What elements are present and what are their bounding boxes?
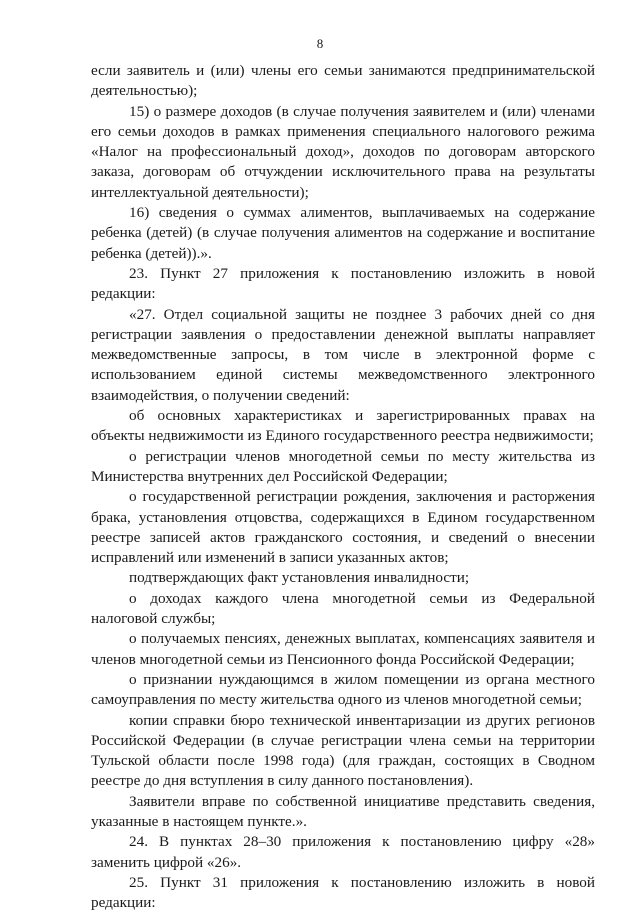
paragraph-item-15: 15) о размере доходов (в случае получения заявителем и (или) членами его семьи доходов в рамках применения специального налогового режима «Налог на профессиональный доход», доходов по договорам авторского заказа, договорам об отчуждении исключительного права на результаты интеллектуальной деятельности); <box>91 102 595 201</box>
page-number: 8 <box>316 36 324 51</box>
paragraph-own-initiative: Заявители вправе по собственной инициативе представить сведения, указанные в настоящем пункте.». <box>91 792 595 830</box>
paragraph-housing-need: о признании нуждающимся в жилом помещении из органа местного самоуправления по месту жительства одного из членов многодетной семьи; <box>91 670 595 709</box>
paragraph-continuation: если заявитель и (или) члены его семьи занимаются предпринимательской деятельностью); <box>91 62 595 100</box>
paragraph-income: о доходах каждого члена многодетной семьи из Федеральной налоговой службы; <box>91 589 595 628</box>
paragraph-pensions: о получаемых пенсиях, денежных выплатах, компенсациях заявителя и членов многодетной семьи из Пенсионного фонда Российской Федерации; <box>91 630 595 668</box>
paragraph-point-27: «27. Отдел социальной защиты не позднее 3 рабочих дней со дня регистрации заявления о предоставлении денежной выплаты направляет межведомственные запросы, в том числе в электронной форме с использованием единой системы межведомственного электронного взаимодействия, о получении сведений: <box>91 305 595 404</box>
paragraph-bti-certificate: копии справки бюро технической инвентаризации из других регионов Российской Федерации (в случае регистрации члена семьи на территории Тульской области после 1998 года) (для граждан, состоящих в Сводном реестре до дня вступления в силу данного постановления). <box>91 711 595 790</box>
paragraph-civil-status: о государственной регистрации рождения, заключения и расторжения брака, установления отцовства, содержащихся в Едином государственном реестре записей актов гражданского состояния, и сведений о внесении исправлений или изменений в записи указанных актов; <box>91 488 595 567</box>
document-body <box>91 61 595 913</box>
paragraph-clause-23: 23. Пункт 27 приложения к постановлению изложить в новой редакции: <box>91 264 595 303</box>
paragraph-disability: подтверждающих факт установления инвалидности; <box>129 569 470 587</box>
paragraph-clause-25: 25. Пункт 31 приложения к постановлению изложить в новой редакции: <box>91 873 595 912</box>
paragraph-item-16: 16) сведения о суммах алиментов, выплачиваемых на содержание ребенка (детей) (в случае получения алиментов на содержание и воспитание ребенка (детей)).». <box>91 204 595 262</box>
paragraph-real-estate: об основных характеристиках и зарегистрированных правах на объекты недвижимости из Единого государственного реестра недвижимости; <box>91 407 595 445</box>
paragraph-registration: о регистрации членов многодетной семьи по месту жительства из Министерства внутренних дел Российской Федерации; <box>91 447 595 485</box>
paragraph-clause-24: 24. В пунктах 28–30 приложения к постановлению цифру «28» заменить цифрой «26». <box>91 833 595 871</box>
